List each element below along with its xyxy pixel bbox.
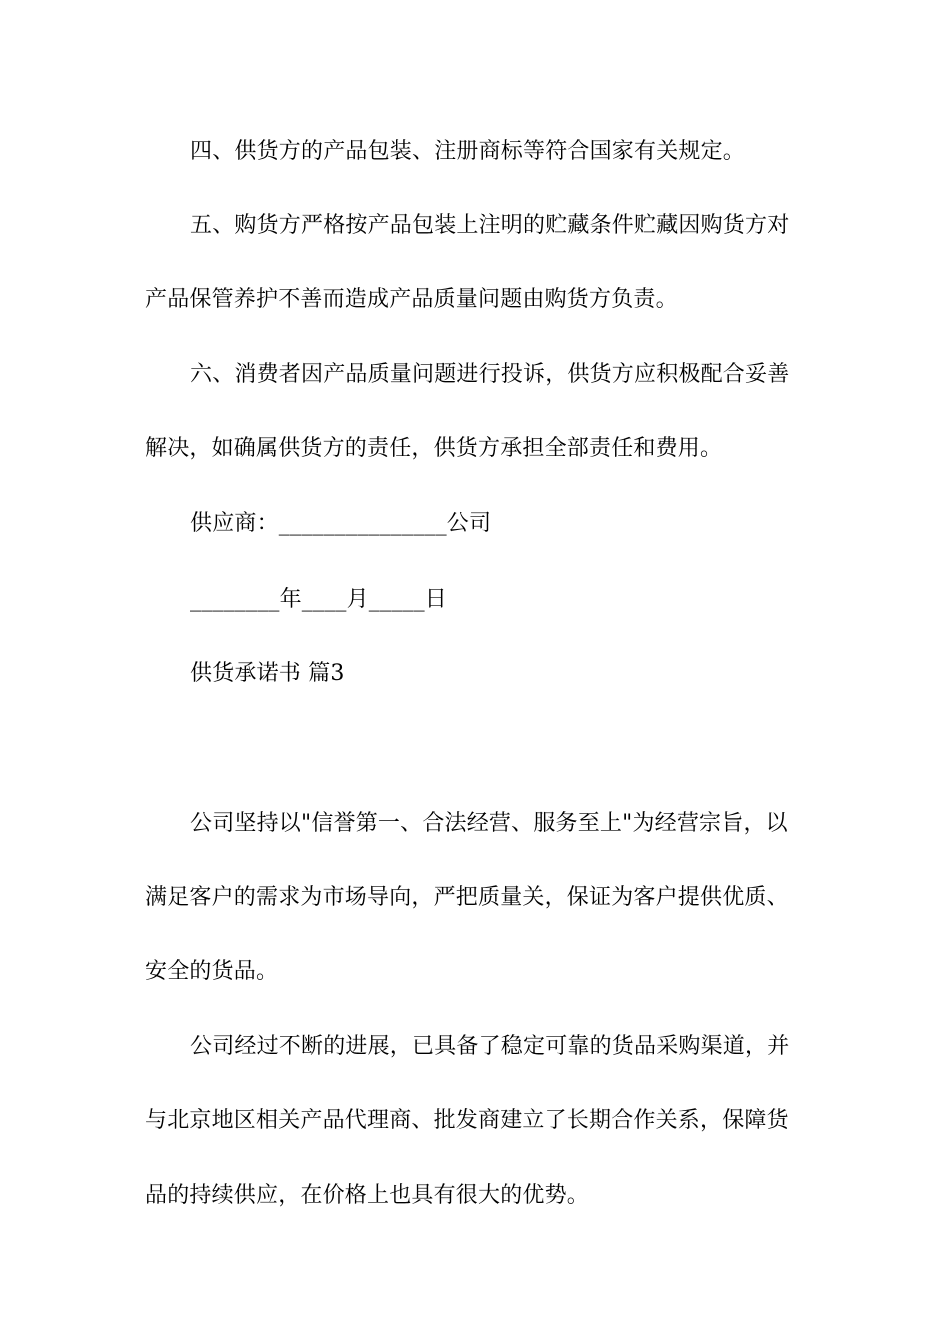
paragraph-line: 五、购货方严格按产品包装上注明的贮藏条件贮藏因购货方对 (190, 213, 790, 238)
paragraph-line: 产品保管养护不善而造成产品质量问题由购货方负责。 (145, 287, 678, 312)
paragraph-line: 六、消费者因产品质量问题进行投诉，供货方应积极配合妥善 (190, 362, 790, 387)
paragraph-line: 安全的货品。 (145, 959, 279, 984)
paragraph-line: 解决，如确属供货方的责任，供货方承担全部责任和费用。 (145, 436, 723, 461)
supplier-signature-line: 供应商：_______________公司 (190, 511, 492, 536)
paragraph-line: 与北京地区相关产品代理商、批发商建立了长期合作关系，保障货 (145, 1108, 789, 1133)
paragraph-line: 公司坚持以"信誉第一、合法经营、服务至上"为经营宗旨，以 (190, 811, 788, 836)
paragraph-line: 公司经过不断的进展，已具备了稳定可靠的货品采购渠道，并 (190, 1034, 790, 1059)
paragraph-line: 四、供货方的产品包装、注册商标等符合国家有关规定。 (190, 139, 746, 164)
paragraph-line: 满足客户的需求为市场导向，严把质量关，保证为客户提供优质、 (145, 885, 789, 910)
paragraph-line: 品的持续供应，在价格上也具有很大的优势。 (145, 1183, 590, 1208)
section-heading: 供货承诺书 篇3 (190, 661, 345, 686)
date-line: ________年____月_____日 (190, 587, 448, 612)
